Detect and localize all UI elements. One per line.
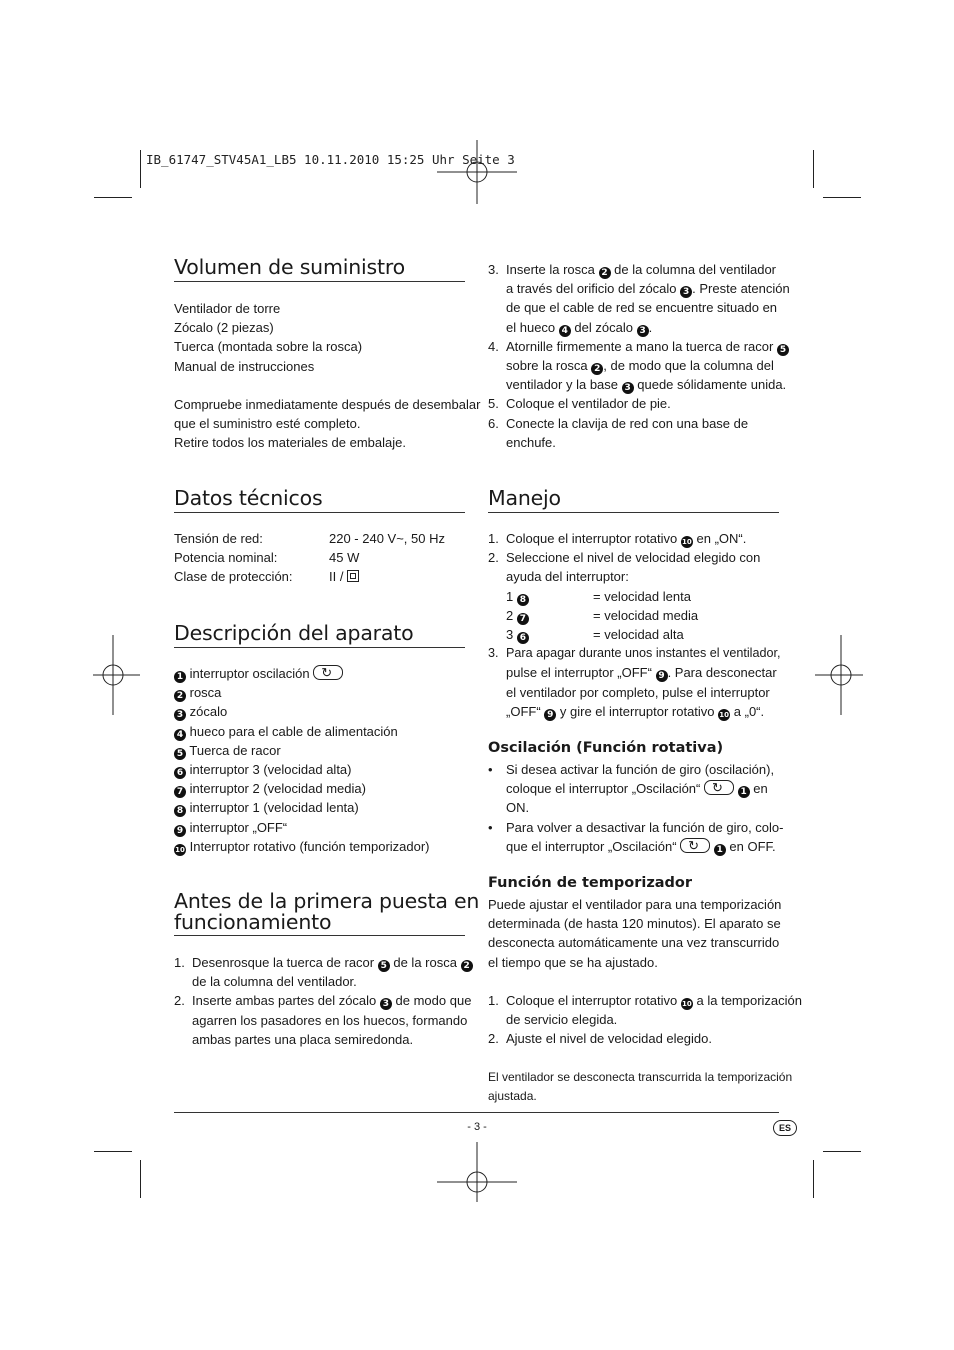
list-item: 10 Interruptor rotativo (función temporizador) (175, 838, 430, 854)
heading-rule (174, 647, 465, 648)
temporizador-text (488, 895, 781, 972)
datos-table (174, 529, 465, 587)
text-line: desconecta automáticamente una vez transcurrido (488, 935, 780, 951)
antes-steps (174, 953, 473, 1049)
text-line: determinada (de hasta 120 minutos). El aparato se (488, 916, 781, 932)
list-item: 4 hueco para el cable de alimentación (174, 722, 430, 741)
step-cont: „OFF“ 9 y gire el interruptor rotativo 10 a „0“. (506, 703, 765, 720)
crop-mark (813, 1160, 814, 1198)
descripcion-list (174, 664, 430, 856)
note-line: Retire todos los materiales de embalaje. (174, 435, 406, 451)
list-item: 8 interruptor 1 (velocidad lenta) (174, 798, 430, 817)
list-item: Ventilador de torre (174, 301, 281, 316)
bullet-cont: coloque el interruptor „Oscilación“ ↻ 1 en (488, 779, 783, 798)
heading-manejo: Manejo (488, 486, 561, 510)
manejo-steps (488, 529, 780, 721)
heading-rule (174, 281, 465, 282)
list-item: Manual de instrucciones (174, 358, 315, 374)
step: 1. Coloque el interruptor rotativo 10 en „ON“. (488, 531, 747, 546)
step-cont: de que el cable de red se encuentre situado en (506, 300, 778, 316)
step: 3. Para apagar durante unos instantes el ventilador, (488, 646, 781, 661)
heading-volumen: Volumen de suministro (174, 255, 405, 279)
crop-mark (823, 197, 861, 198)
step-cont: sobre la rosca 2 , de modo que la columna del (506, 357, 774, 374)
step-cont: ventilador y la base 3 quede sólidamente unida. (506, 377, 787, 394)
step: 6. Conecte la clavija de red con una base de (488, 415, 749, 431)
volumen-list (174, 299, 362, 376)
step-cont: pulse el interruptor „OFF“ 9 . Para desconectar (506, 665, 777, 682)
step-cont: ambas partes una placa semiredonda. (192, 1031, 414, 1047)
bullet: • Para volver a desactivar la función de giro, colo- (488, 819, 784, 835)
step: 1. Coloque el interruptor rotativo 10 a la temporización (488, 993, 803, 1008)
registration-mark-bottom (437, 1142, 517, 1202)
list-item: 1 interruptor oscilación ↻ (174, 664, 430, 683)
table-row: Tensión de red: 220 - 240 V~, 50 Hz (174, 531, 445, 546)
heading-rule (174, 935, 465, 936)
list-item: 3 zócalo (174, 702, 430, 721)
heading-rule (488, 512, 779, 513)
table-row: Clase de protección: II / (174, 567, 465, 586)
crop-mark (94, 197, 132, 198)
step-cont: a través del orificio del zócalo 3 . Preste atención (506, 281, 790, 298)
step: 2. Seleccione el nivel de velocidad elegido con (488, 550, 761, 566)
step-cont: el ventilador por completo, pulse el interruptor (506, 684, 770, 700)
list-item: 5 Tuerca de racor (174, 741, 430, 760)
text-line: Puede ajustar el ventilador para una temporización (488, 897, 782, 912)
heading-datos: Datos técnicos (174, 486, 323, 510)
bullet-cont: que el interruptor „Oscilación“ ↻ 1 en OFF. (488, 837, 783, 856)
list-item: 9 interruptor „OFF“ (174, 818, 430, 837)
montaje-steps (488, 260, 790, 452)
temporizador-steps (488, 991, 802, 1049)
step-cont: de la columna del ventilador. (192, 974, 357, 990)
list-item: 6 interruptor 3 (velocidad alta) (174, 760, 430, 779)
bullet-cont: ON. (506, 800, 530, 816)
oscilacion-list (488, 760, 783, 856)
note-line: Compruebe inmediatamente después de desembalar (174, 397, 481, 412)
step-cont: de servicio elegida. (506, 1012, 618, 1028)
footer-rule (174, 1112, 779, 1113)
heading-oscilacion: Oscilación (Función rotativa) (488, 740, 724, 756)
table-row: Potencia nominal: 45 W (174, 550, 360, 566)
bullet: • Si desea activar la función de giro (oscilación), (488, 762, 775, 777)
step-cont: el hueco 4 del zócalo 3 . (506, 319, 653, 336)
note-line: que el suministro esté completo. (174, 416, 361, 432)
speed-row: 3 6 = velocidad alta (506, 626, 684, 643)
crop-mark (140, 150, 141, 188)
heading-rule (174, 512, 465, 513)
step: 1. Desenrosque la tuerca de racor 5 de la rosca 2 (174, 953, 473, 972)
registration-mark-right (813, 635, 873, 715)
registration-mark-left (85, 635, 145, 715)
oscillation-icon (704, 780, 734, 795)
crop-mark (94, 1151, 132, 1152)
list-item: 2 rosca (174, 683, 430, 702)
note-line: ajustada. (488, 1089, 537, 1104)
page-number: - 3 - (467, 1121, 487, 1133)
step: 2. Ajuste el nivel de velocidad elegido. (488, 1031, 712, 1047)
text-line: el tiempo que se ha ajustado. (488, 954, 658, 970)
step-cont: ayuda del interruptor: (506, 569, 629, 585)
print-header: IB_61747_STV45A1_LB5 10.11.2010 15:25 Uhr Seite 3 (146, 152, 515, 167)
list-item: 7 interruptor 2 (velocidad media) (174, 779, 430, 798)
crop-mark (813, 150, 814, 188)
registration-mark-top (437, 132, 517, 212)
step-cont: enchufe. (506, 434, 556, 450)
oscillation-icon (313, 665, 343, 680)
step: 3. Inserte la rosca 2 de la columna del ventilador (488, 262, 777, 278)
language-badge: ES (773, 1120, 797, 1136)
note-line: El ventilador se desconecta transcurrida la temporización (488, 1070, 793, 1084)
temporizador-note (488, 1068, 792, 1106)
volumen-note (174, 395, 480, 453)
list-item: Tuerca (montada sobre la rosca) (174, 339, 363, 355)
step: 5. Coloque el ventilador de pie. (488, 396, 671, 412)
crop-mark (823, 1151, 861, 1152)
speed-row: 1 8 = velocidad lenta (506, 588, 691, 605)
list-item: Zócalo (2 piezas) (174, 320, 274, 336)
crop-mark (140, 1160, 141, 1198)
speed-row: 2 7 = velocidad media (506, 607, 699, 624)
step-cont: agarren los pasadores en los huecos, formando (192, 1012, 468, 1028)
heading-descripcion: Descripción del aparato (174, 621, 414, 645)
step: 2. Inserte ambas partes del zócalo 3 de modo que (174, 993, 472, 1010)
oscillation-icon (680, 838, 710, 853)
double-insulation-icon (347, 570, 359, 582)
step: 4. Atornille firmemente a mano la tuerca de racor 5 (488, 337, 790, 356)
heading-temporizador: Función de temporizador (488, 875, 693, 891)
heading-antes: Antes de la primera puesta en funcionamiento (174, 889, 480, 934)
